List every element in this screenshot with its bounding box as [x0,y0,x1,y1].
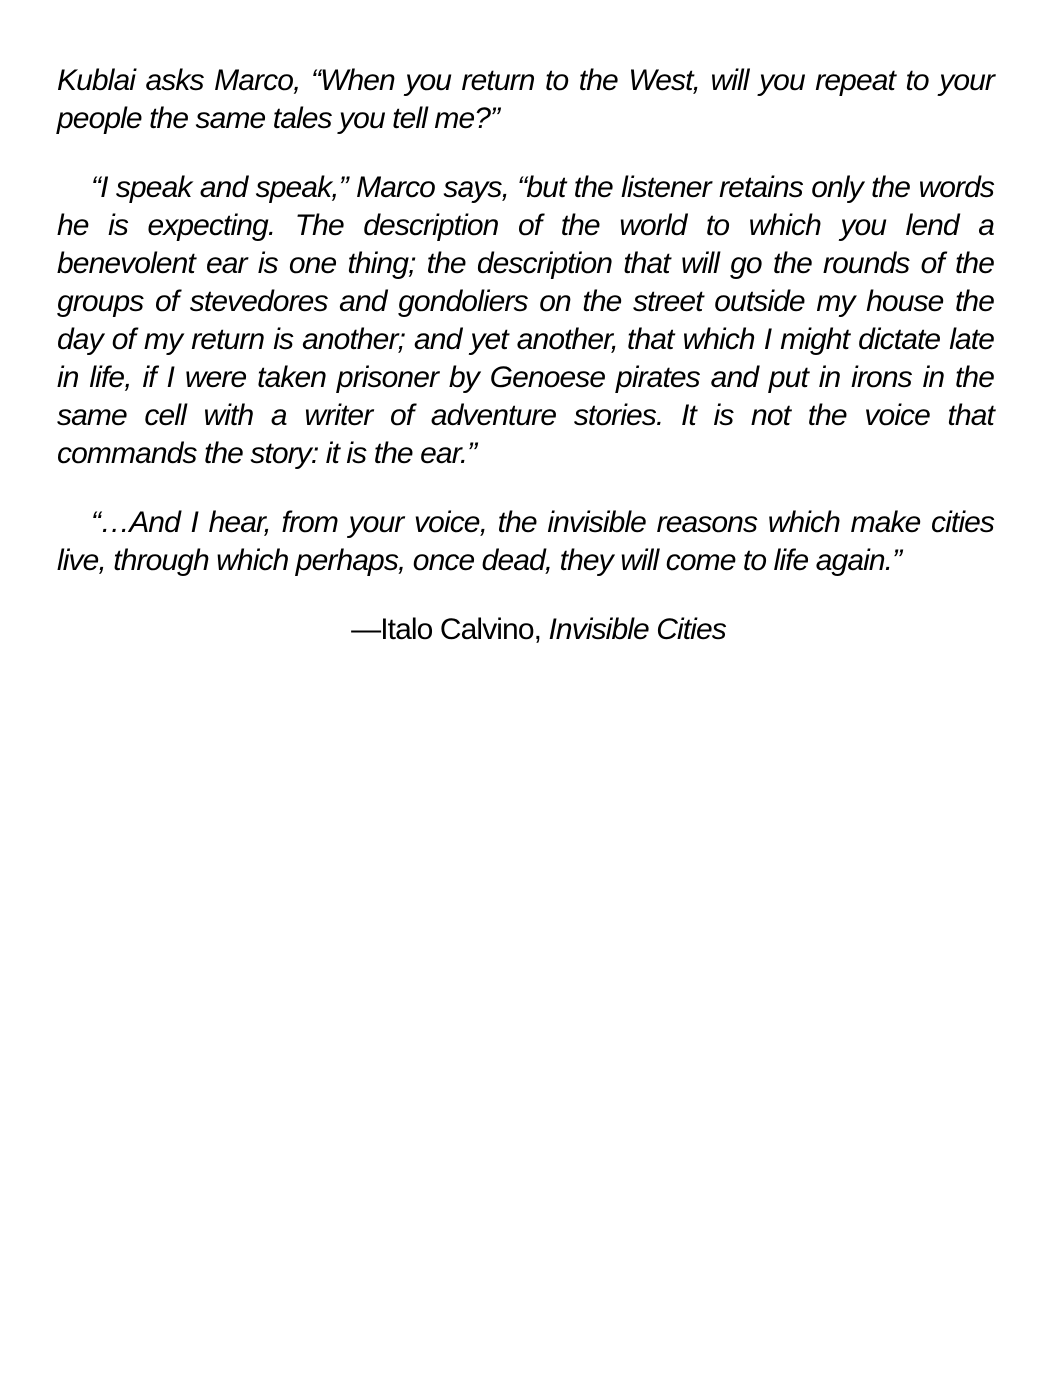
attribution-work-title: Invisible Cities [548,613,726,646]
attribution-author: —Italo Calvino, [351,613,549,646]
attribution [57,611,994,649]
quote-paragraph-1: Kublai asks Marco, “When you return to the West, will you repeat to your people the same tales you tell me?” [57,64,994,135]
quote-paragraph-3: “…And I hear, from your voice, the invisible reasons which make cities live, through which perhaps, once dead, they will come to life again.” [57,506,994,577]
quote-paragraph-2: “I speak and speak,” Marco says, “but the listener retains only the words he is expecting. The description of the world to which you lend a benevolent ear is one thing; the description that will go the rounds of the groups of stevedores and gondoliers on the street outside my house the day of my return is another; and yet another, that which I might dictate late in life, if I were taken prisoner by Genoese pirates and put in irons in the same cell with a writer of adventure stories. It is not the voice that commands the story: it is the ear.” [57,171,994,470]
epigraph [57,62,994,649]
